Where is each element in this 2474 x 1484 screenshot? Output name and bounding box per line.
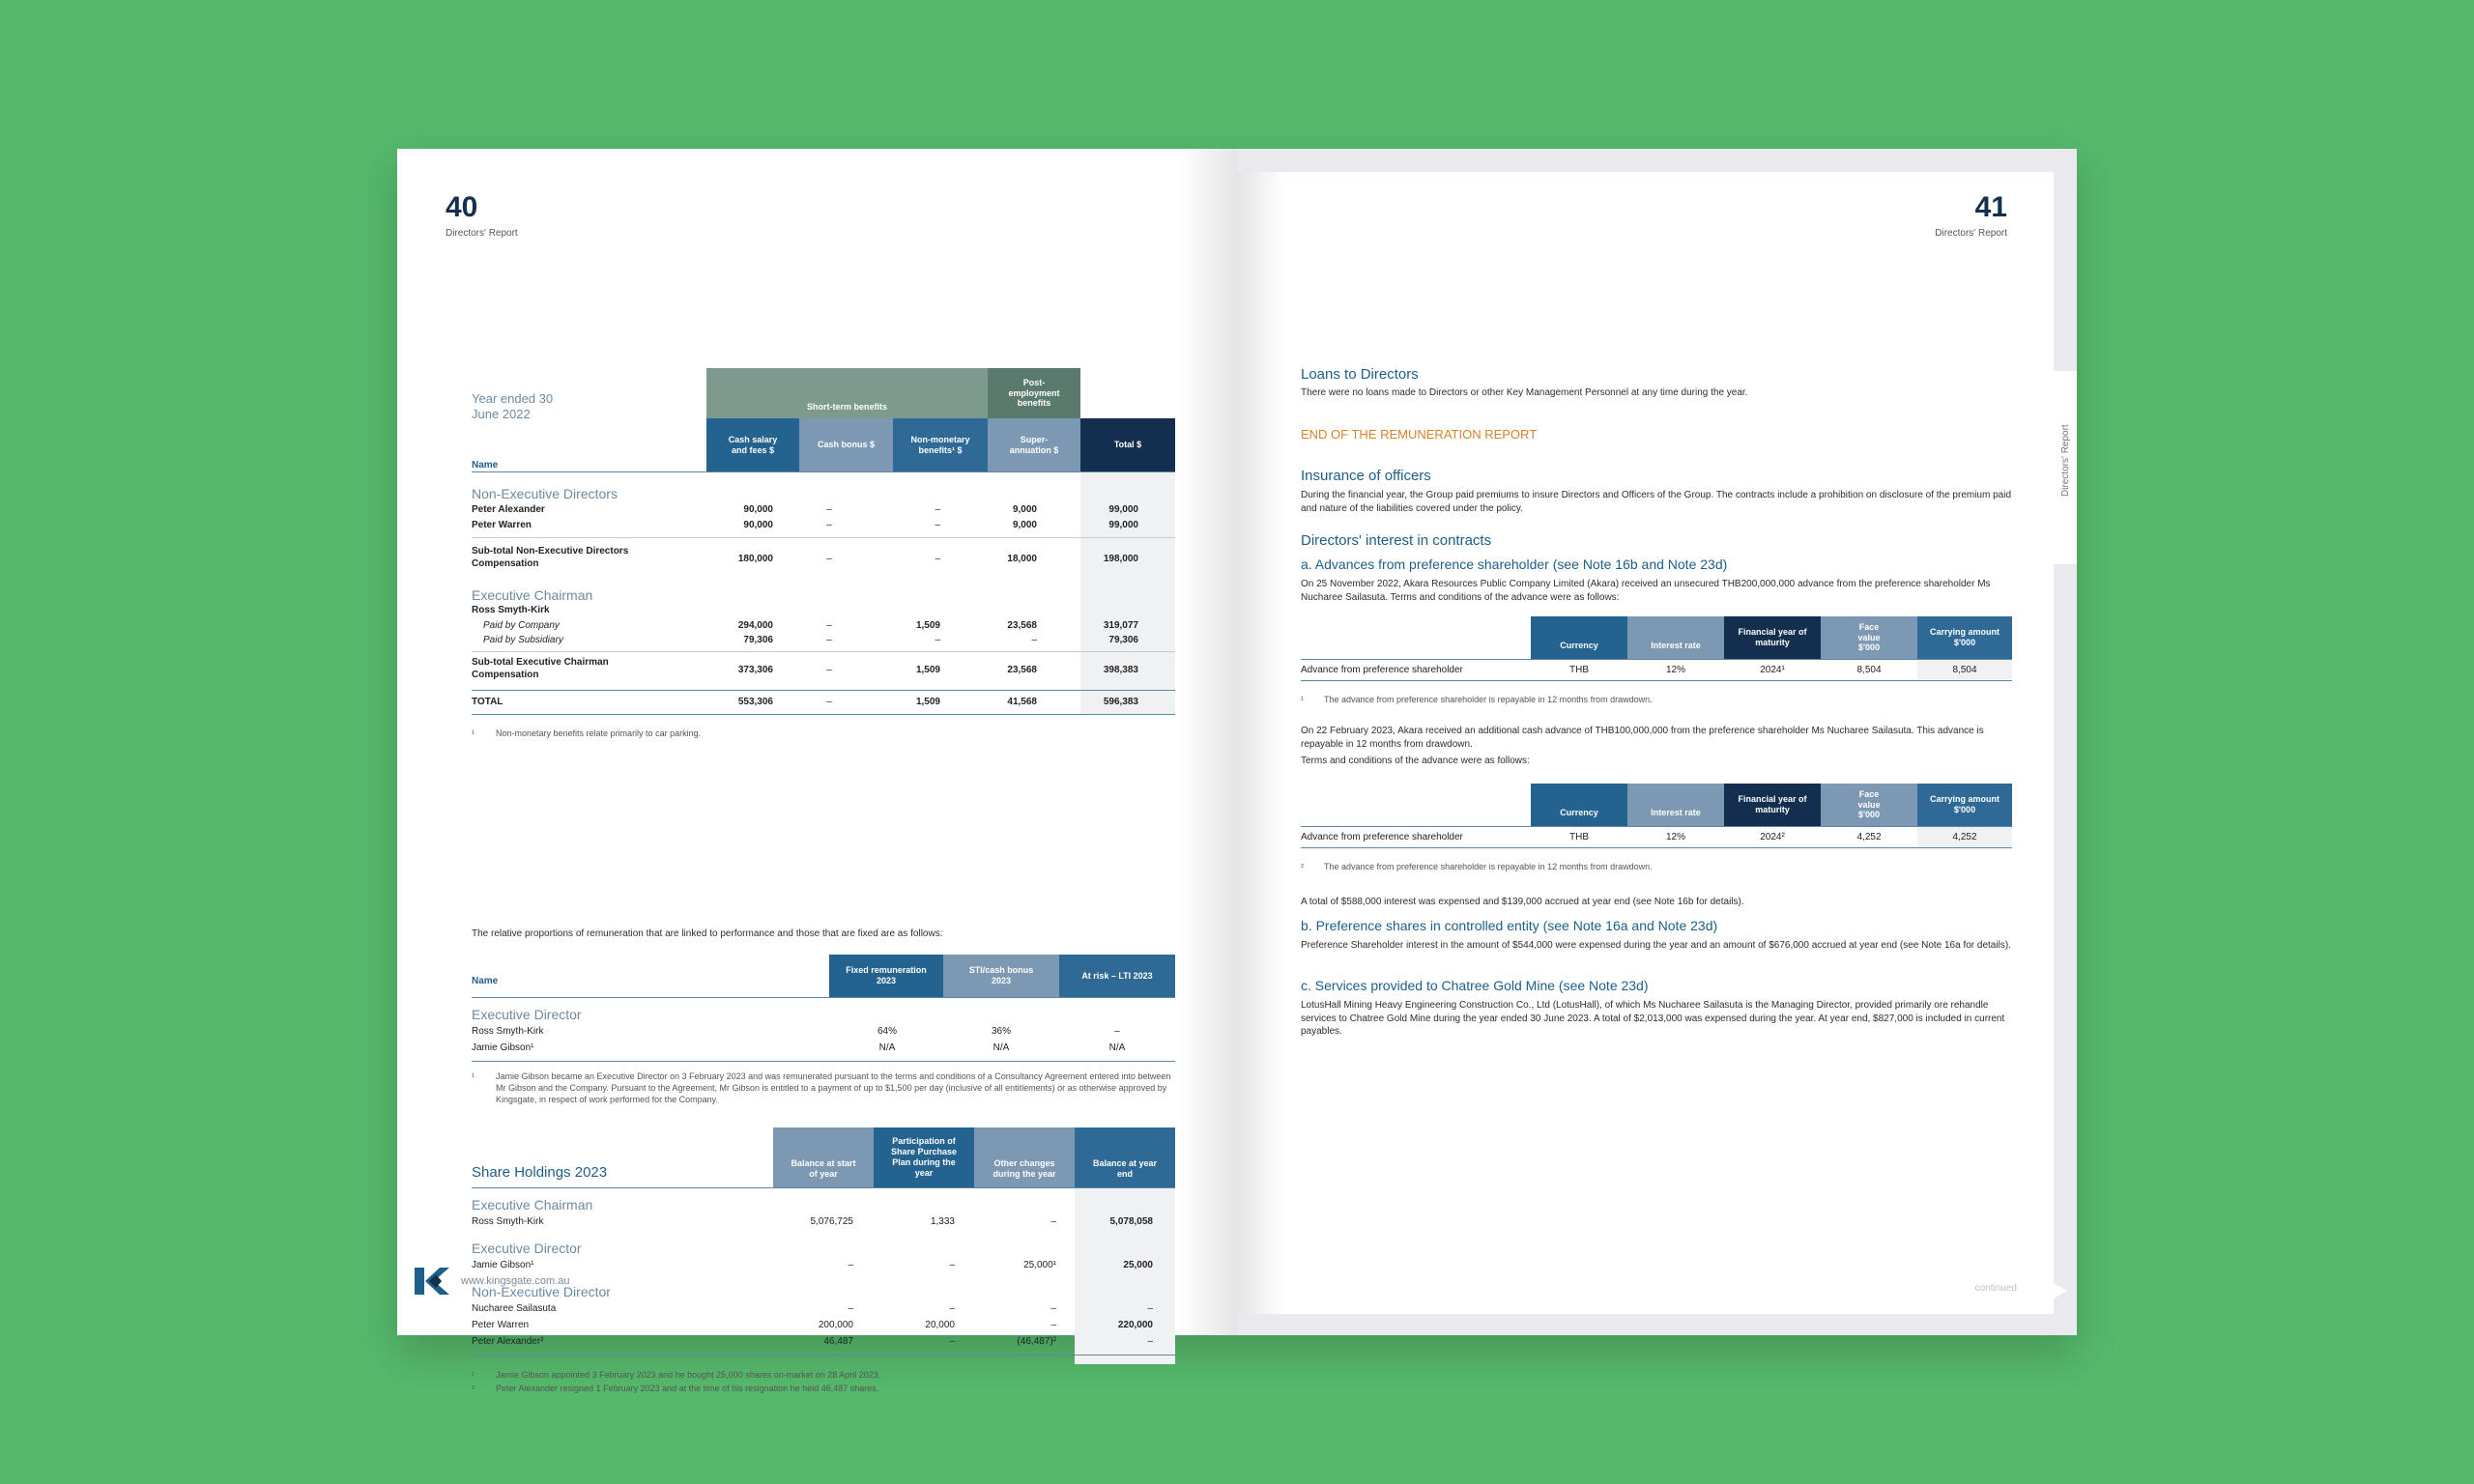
page-section: Directors' Report [446, 228, 518, 239]
gutter-shadow [1179, 149, 1237, 1335]
cell: 79,306 [743, 635, 773, 645]
section-a-title: a. Advances from preference shareholder (see Note 16b and Note 23d) [1301, 556, 1728, 572]
cell: 23,568 [1007, 620, 1037, 631]
table-row [472, 520, 1175, 535]
cell: 36% [991, 1026, 1011, 1037]
cell: – [848, 1260, 853, 1270]
cell: 198,000 [1103, 554, 1138, 564]
prop-rows [472, 1026, 1175, 1059]
cell: 79,306 [1108, 635, 1138, 645]
col-other: Other changes during the year [974, 1127, 1075, 1187]
cell: – [935, 504, 940, 515]
website-link[interactable]: www.kingsgate.com.au [461, 1275, 570, 1287]
section-exec-chairman: Executive Chairman [472, 1197, 593, 1213]
cell: N/A [992, 1042, 1010, 1053]
row-name: Jamie Gibson¹ [472, 1260, 534, 1270]
side-tab-label: Directors' Report [2060, 424, 2071, 497]
row-name: Ross Smyth-Kirk [472, 1026, 544, 1037]
cell: 90,000 [743, 504, 773, 515]
cell: 8,504 [1856, 665, 1882, 675]
col-interest: Interest rate [1627, 616, 1724, 659]
row-name: Sub-total Executive Chairman Compensation [472, 657, 609, 680]
row-name: Ross Smyth-Kirk [472, 1216, 544, 1227]
share-footnote-2: Peter Alexander resigned 1 February 2023 and at the time of his resignation he held 46,487 shares. [496, 1384, 879, 1393]
insurance-title: Insurance of officers [1301, 468, 1431, 484]
section-a-text-3: Terms and conditions of the advance were as follows: [1301, 756, 1530, 766]
cell: 398,383 [1103, 665, 1138, 675]
col-fixed: Fixed remuneration 2023 [829, 955, 943, 997]
post-employment-header: Post-employment benefits [988, 368, 1080, 418]
loans-title: Loans to Directors [1301, 366, 1419, 383]
col-lti: At risk – LTI 2023 [1059, 955, 1175, 997]
cell: 596,383 [1103, 697, 1138, 707]
cell: – [826, 504, 832, 515]
cell: THB [1569, 832, 1589, 842]
adv2-footnote: The advance from preference shareholder is repayable in 12 months from drawdown. [1324, 862, 1653, 871]
proportion-intro: The relative proportions of remuneration that are linked to performance and those that are fixed are as follows: [472, 928, 943, 939]
col-maturity: Financial year of maturity [1724, 784, 1821, 826]
col-carrying: Carrying amount $'000 [1917, 616, 2012, 659]
table-row [472, 1216, 1175, 1231]
footnote-marker: ¹ [472, 1071, 475, 1081]
col-spp: Participation of Share Purchase Plan during the year [874, 1127, 974, 1187]
cell: 46,487 [823, 1336, 853, 1347]
year-label: Year ended 30 June 2022 [472, 391, 554, 421]
row-name: Advance from preference shareholder [1301, 665, 1463, 675]
continued-label: continued [1974, 1283, 2017, 1294]
cell: – [949, 1260, 955, 1270]
table-row [472, 620, 1175, 635]
col-carrying: Carrying amount $'000 [1917, 784, 2012, 826]
table-row [472, 1320, 1175, 1336]
cell: 220,000 [1117, 1320, 1153, 1330]
col-currency: Currency [1531, 784, 1627, 826]
col-cash-salary: Cash salary and fees $ [706, 418, 799, 471]
subtotal-row-2 [472, 657, 1175, 686]
row-name: Nucharee Sailasuta [472, 1303, 557, 1314]
cell: 553,306 [737, 697, 773, 707]
table-row [472, 1260, 1175, 1274]
adv1-footnote: The advance from preference shareholder is repayable in 12 months from drawdown. [1324, 695, 1653, 704]
cell: – [826, 620, 832, 631]
page-number: 41 [1974, 191, 2007, 223]
col-non-monetary: Non-monetary benefits¹ $ [893, 418, 988, 471]
cell: 8,504 [1952, 665, 1977, 675]
prop-footnote: Jamie Gibson became an Executive Director on 3 February 2023 and was remunerated pursuant to the terms and conditions of a Consultancy Agreement entered into between Mr Gibson and the Company. Pursuant to the Agreement, Mr Gibson is entitled to a payment of up to $1,500 per day (inclusive of all entitlements) or as otherwise approved by Kingsgate, in respect of work performed for the Company. [496, 1071, 1171, 1105]
rem-rows-2 [472, 620, 1175, 649]
cell: 90,000 [743, 520, 773, 530]
cell: 1,509 [915, 620, 940, 631]
col-start: Balance at start of year [773, 1127, 874, 1187]
section-c-title: c. Services provided to Chatree Gold Mine (see Note 23d) [1301, 978, 1649, 993]
col-sti: STI/cash bonus 2023 [943, 955, 1059, 997]
row-name: Jamie Gibson¹ [472, 1042, 534, 1053]
section-b-title: b. Preference shares in controlled entity (see Note 16a and Note 23d) [1301, 918, 1718, 933]
row-name: Peter Alexander² [472, 1336, 544, 1347]
footnote-marker: ¹ [1301, 695, 1304, 704]
cell: 9,000 [1012, 520, 1037, 530]
section-a-text: On 25 November 2022, Akara Resources Public Company Limited (Akara) received an unsecured THB200,000,000 advance from the preference shareholder Ms Nucharee Sailasuta. Terms and conditions of the advance were as follows: [1301, 579, 1991, 603]
name-header: Name [472, 460, 499, 471]
cell: – [935, 635, 940, 645]
name-header: Name [472, 976, 499, 986]
section-exec-chairman: Executive Chairman [472, 587, 593, 603]
cell: – [826, 635, 832, 645]
cell: – [949, 1336, 955, 1347]
cell: N/A [878, 1042, 896, 1053]
row-name: Peter Warren [472, 1320, 530, 1330]
cell: N/A [1108, 1042, 1126, 1053]
cell: 4,252 [1952, 832, 1977, 842]
loans-text: There were no loans made to Directors or other Key Management Personnel at any time during the year. [1301, 387, 1748, 398]
footnote-marker: ¹ [472, 728, 475, 738]
continue-arrow-icon [2054, 1279, 2077, 1302]
cell: 25,000¹ [1023, 1260, 1056, 1270]
cell: – [935, 520, 940, 530]
table-row [1301, 665, 2012, 678]
insurance-text: During the financial year, the Group paid premiums to insure Directors and Officers of the Group. The contracts include a prohibition on disclosure of the premium paid and nature of the liabilities covered under the policy. [1301, 490, 2012, 514]
row-name: Peter Alexander [472, 504, 545, 515]
cell: – [935, 554, 940, 564]
page-number: 40 [446, 191, 478, 223]
cell: 20,000 [925, 1320, 955, 1330]
side-tab[interactable] [2054, 371, 2077, 564]
table-row [472, 1042, 1175, 1059]
col-total: Total $ [1080, 418, 1175, 471]
section-c-text: LotusHall Mining Heavy Engineering Construction Co., Ltd (LotusHall), of which Ms Nucharee Sailasuta is the Managing Director, provided primarily ore rehandle services to Chatree Gold Mine during the year ended 30 June 2023. A total of $2,013,000 was expensed during the year. At year end, $827,000 is included in current payables. [1301, 1000, 2005, 1037]
col-end: Balance at year end [1075, 1127, 1175, 1187]
col-maturity: Financial year of maturity [1724, 616, 1821, 659]
cell: – [826, 697, 832, 707]
table-row [472, 504, 1175, 520]
section-non-exec-director: Non-Executive Director [472, 1284, 611, 1299]
cell: 2024² [1760, 832, 1785, 842]
cell: 1,333 [930, 1216, 955, 1227]
subtotal-row-1 [472, 546, 1175, 575]
cell: – [949, 1303, 955, 1314]
left-page [397, 149, 1237, 1393]
row-name: Advance from preference shareholder [1301, 832, 1463, 842]
section-non-exec: Non-Executive Directors [472, 486, 618, 501]
section-exec-director: Executive Director [472, 1007, 582, 1022]
cell: – [1050, 1303, 1056, 1314]
footnote-marker: ¹ [472, 1370, 475, 1380]
open-book-spread [397, 149, 2077, 1393]
col-interest: Interest rate [1627, 784, 1724, 826]
kingsgate-logo-icon [413, 1266, 451, 1297]
cell: 41,568 [1007, 697, 1037, 707]
cell: – [1147, 1336, 1153, 1347]
cell: – [848, 1303, 853, 1314]
cell: THB [1569, 665, 1589, 675]
cell: 25,000 [1123, 1260, 1153, 1270]
cell: 18,000 [1007, 554, 1037, 564]
cell: 99,000 [1108, 504, 1138, 515]
row-name: TOTAL [472, 697, 503, 707]
col-superannuation: Super-annuation $ [988, 418, 1080, 471]
cell: 5,076,725 [810, 1216, 853, 1227]
cell: 294,000 [737, 620, 773, 631]
cell: – [1031, 635, 1037, 645]
section-b-text: Preference Shareholder interest in the amount of $544,000 were expensed during the year and an amount of $676,000 accrued at year end (see Note 16a for details). [1301, 940, 2011, 951]
cell: (46,487)² [1017, 1336, 1056, 1347]
cell: – [1147, 1303, 1153, 1314]
cell: 5,078,058 [1109, 1216, 1153, 1227]
section-exec-director: Executive Director [472, 1241, 582, 1256]
cell: 1,509 [915, 665, 940, 675]
cell: 12% [1665, 832, 1685, 842]
row-name: Sub-total Non-Executive Directors Compensation [472, 546, 629, 569]
cell: – [826, 665, 832, 675]
row-name: Paid by Company [483, 620, 560, 631]
row-name: Peter Warren [472, 520, 532, 530]
col-cash-bonus: Cash bonus $ [799, 418, 893, 471]
cell: 180,000 [737, 554, 773, 564]
table-row [472, 1303, 1175, 1320]
table-row [1301, 832, 2012, 845]
end-of-report: END OF THE REMUNERATION REPORT [1301, 427, 1538, 442]
cell: 373,306 [737, 665, 773, 675]
interest-title: Directors' interest in contracts [1301, 532, 1492, 549]
cell: – [1050, 1216, 1056, 1227]
rem-footnote: Non-monetary benefits relate primarily to car parking. [496, 728, 702, 738]
cell: 23,568 [1007, 665, 1037, 675]
col-face: Face value $'000 [1821, 784, 1917, 826]
share-footnote-1: Jamie Gibson appointed 3 February 2023 and he bought 25,000 shares on-market on 28 April 2023. [496, 1370, 881, 1380]
section-a-text-2: On 22 February 2023, Akara received an additional cash advance of THB100,000,000 from the preference shareholder Ms Nucharee Sailasuta. This advance is repayable in 12 months from drawdown. [1301, 726, 1984, 750]
share-rows-3 [472, 1303, 1175, 1353]
cell: 64% [877, 1026, 897, 1037]
cell: – [1050, 1320, 1056, 1330]
cell: 4,252 [1856, 832, 1882, 842]
interest-total: A total of $588,000 interest was expensed and $139,000 accrued at year end (see Note 16b for details). [1301, 897, 1744, 907]
table-row [472, 635, 1175, 649]
col-currency: Currency [1531, 616, 1627, 659]
share-title: Share Holdings 2023 [472, 1164, 608, 1181]
row-name: Paid by Subsidiary [483, 635, 563, 645]
gutter-shadow [1237, 172, 1285, 1314]
cell: – [826, 520, 832, 530]
right-page [1237, 172, 2054, 1314]
page-section: Directors' Report [1935, 228, 2007, 239]
cell: 12% [1665, 665, 1685, 675]
total-row [472, 697, 1175, 710]
cell: – [1114, 1026, 1120, 1037]
cell: 2024¹ [1760, 665, 1785, 675]
col-face: Face value $'000 [1821, 616, 1917, 659]
table-row [472, 1026, 1175, 1042]
cell: – [826, 554, 832, 564]
cell: 1,509 [915, 697, 940, 707]
cell: 319,077 [1103, 620, 1138, 631]
person-ross: Ross Smyth-Kirk [472, 605, 550, 615]
footnote-marker: ² [1301, 862, 1304, 871]
table-row [472, 1336, 1175, 1353]
cell: 99,000 [1108, 520, 1138, 530]
cell: 9,000 [1012, 504, 1037, 515]
footnote-marker: ² [472, 1384, 475, 1393]
cell: 200,000 [818, 1320, 853, 1330]
rem-rows-1 [472, 504, 1175, 535]
short-term-header: Short-term benefits [706, 368, 988, 418]
